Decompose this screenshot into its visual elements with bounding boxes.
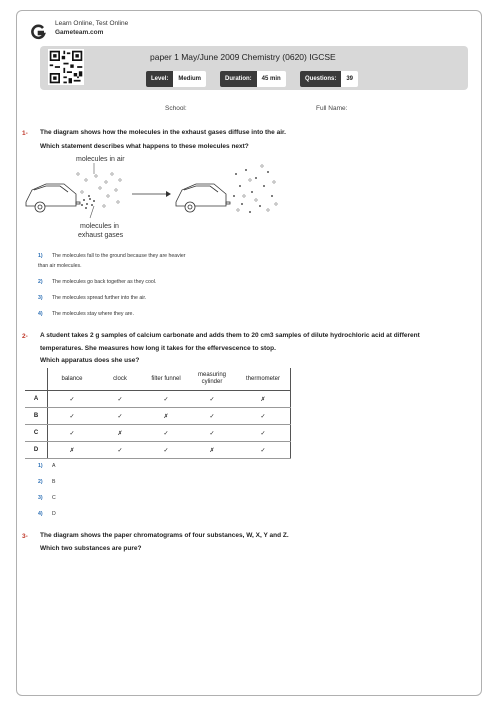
table-cell: ✓ [96, 391, 144, 408]
level-badge [146, 71, 206, 87]
label-molecules-exhaust-2: exhaust gases [78, 232, 124, 239]
option-text: C [52, 495, 56, 501]
table-cell: ✓ [188, 408, 236, 425]
table-cell: ✗ [144, 408, 188, 425]
table-header: balance [48, 368, 97, 391]
row-label: D [25, 442, 48, 459]
questions-value: 39 [341, 71, 358, 87]
table-header [25, 368, 48, 391]
question-text: Which two substances are pure? [40, 545, 142, 552]
question-text: temperatures. She measures how long it takes for the effervescence to stop. [40, 345, 276, 352]
option-text: B [52, 479, 56, 485]
option-1[interactable] [38, 252, 186, 261]
table-cell: ✓ [236, 425, 291, 442]
duration-label: Duration: [220, 71, 257, 87]
table-cell: ✗ [188, 442, 236, 459]
question-text: A student takes 2 g samples of calcium carbonate and adds them to 20 cm3 samples of dilute hydrochloric acid at different [40, 332, 420, 339]
brand-tagline: Learn Online, Test Online [55, 20, 129, 27]
school-field[interactable]: School: [165, 105, 187, 112]
level-label: Level: [146, 71, 173, 87]
diffusion-diagram [24, 152, 284, 244]
table-cell: ✓ [144, 425, 188, 442]
duration-value: 45 min [257, 71, 286, 87]
question-number: 2- [22, 333, 28, 340]
option-text: The molecules spread further into the air. [52, 295, 147, 301]
table-cell: ✓ [144, 391, 188, 408]
table-row [25, 442, 291, 459]
table-row [25, 391, 291, 408]
option-text: D [52, 511, 56, 517]
table-cell: ✓ [236, 408, 291, 425]
option-text: The molecules go back together as they cool. [52, 279, 157, 285]
table-header: clock [96, 368, 144, 391]
row-label: C [25, 425, 48, 442]
brand-site[interactable]: Gameteam.com [55, 29, 104, 36]
option-number: 4) [38, 511, 43, 517]
option-2[interactable] [38, 278, 156, 287]
table-header: filter funnel [144, 368, 188, 391]
table-header: measuring cylinder [188, 368, 236, 391]
label-molecules-in-air: molecules in air [76, 156, 125, 163]
option-text: A [52, 463, 56, 469]
option-4[interactable] [38, 510, 56, 519]
table-row [25, 408, 291, 425]
level-value: Medium [173, 71, 206, 87]
table-cell: ✓ [188, 391, 236, 408]
car-right-icon [176, 184, 230, 212]
table-cell: ✓ [48, 391, 97, 408]
table-cell: ✗ [236, 391, 291, 408]
option-number: 2) [38, 479, 43, 485]
option-number: 3) [38, 495, 43, 501]
questions-label: Questions: [300, 71, 341, 87]
option-number: 4) [38, 311, 43, 317]
option-3[interactable] [38, 494, 56, 503]
option-text: The molecules fall to the ground because they are heavier [52, 253, 186, 259]
car-left-icon [26, 184, 80, 212]
option-number: 1) [38, 463, 43, 469]
question-text: The diagram shows the paper chromatograms of four substances, W, X, Y and Z. [40, 532, 289, 539]
table-header: thermometer [236, 368, 291, 391]
option-1[interactable] [38, 462, 55, 471]
question-number: 1- [22, 130, 28, 137]
option-text: The molecules stay where they are. [52, 311, 134, 317]
question-text: Which statement describes what happens to these molecules next? [40, 143, 249, 150]
table-row [25, 425, 291, 442]
table-cell: ✗ [48, 442, 97, 459]
table-cell: ✓ [144, 442, 188, 459]
table-cell: ✗ [96, 425, 144, 442]
label-molecules-exhaust-1: molecules in [80, 223, 119, 230]
table-cell: ✓ [236, 442, 291, 459]
option-4[interactable] [38, 310, 134, 319]
option-3[interactable] [38, 294, 146, 303]
table-cell: ✓ [48, 408, 97, 425]
option-number: 2) [38, 279, 43, 285]
qr-code-icon [48, 49, 84, 85]
row-label: A [25, 391, 48, 408]
question-text: The diagram shows how the molecules in the exhaust gases diffuse into the air. [40, 129, 286, 136]
row-label: B [25, 408, 48, 425]
apparatus-table [25, 368, 291, 459]
table-cell: ✓ [96, 408, 144, 425]
question-text: Which apparatus does she use? [40, 357, 140, 364]
paper-title: paper 1 May/June 2009 Chemistry (0620) IGCSE [150, 52, 336, 62]
option-number: 3) [38, 295, 43, 301]
table-cell: ✓ [96, 442, 144, 459]
duration-badge [220, 71, 286, 87]
option-1-continuation: than air molecules. [38, 263, 82, 269]
fullname-field[interactable]: Full Name: [316, 105, 348, 112]
table-cell: ✓ [188, 425, 236, 442]
questions-badge [300, 71, 358, 87]
gameteam-logo-icon [30, 24, 46, 40]
option-2[interactable] [38, 478, 55, 487]
question-number: 3- [22, 533, 28, 540]
table-cell: ✓ [48, 425, 97, 442]
option-number: 1) [38, 253, 43, 259]
table-header-row [25, 368, 291, 391]
